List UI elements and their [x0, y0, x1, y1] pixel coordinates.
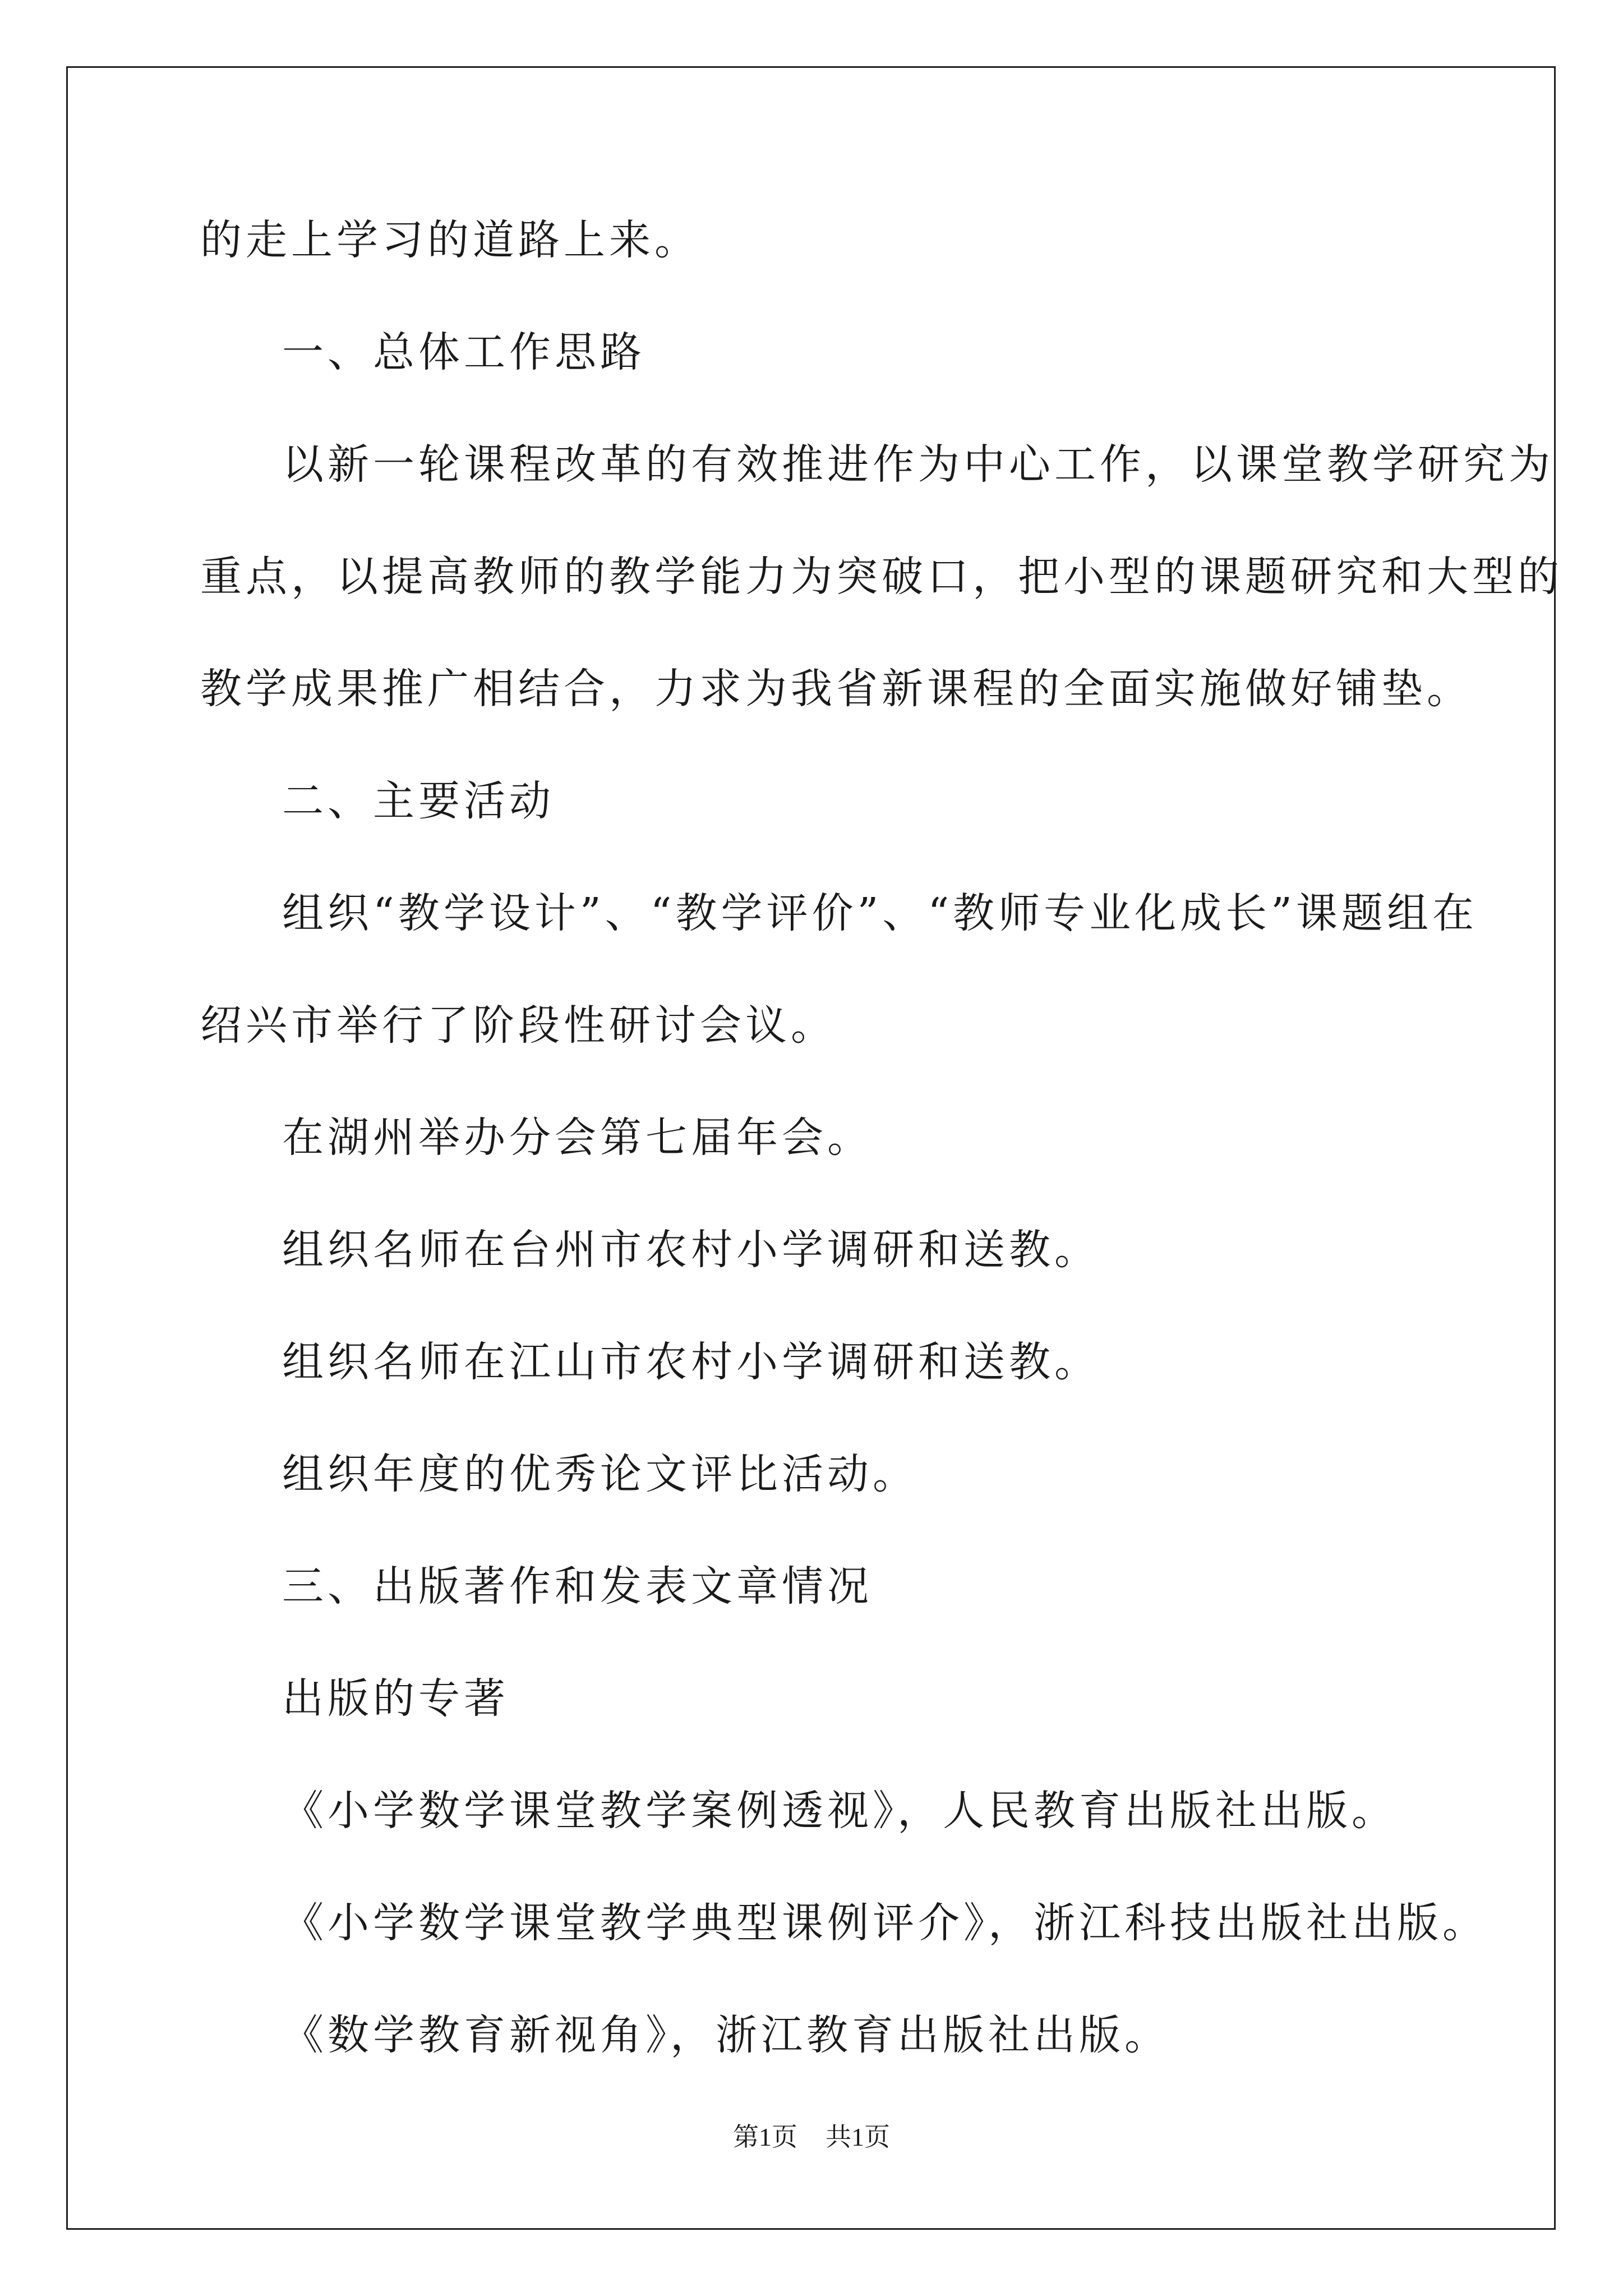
heading-publications: 三、出版著作和发表文章情况 [282, 1562, 873, 1611]
publication-item-1: 《小学数学课堂教学案例透视》，人民教育出版社出版。 [282, 1787, 1397, 1835]
text-line-10: 组织名师在台州市农村小学调研和送教。 [282, 1226, 1100, 1274]
text-line-5: 教学成果推广相结合，力求为我省新课程的全面实施做好铺垫。 [200, 665, 1472, 713]
publication-item-3: 《数学教育新视角》，浙江教育出版社出版。 [282, 2011, 1170, 2059]
text-line-12: 组织年度的优秀论文评比活动。 [282, 1450, 918, 1498]
text-line-4: 重点，以提高教师的教学能力为突破口，把小型的课题研究和大型的 [200, 553, 1563, 601]
publication-item-2: 《小学数学课堂教学典型课例评介》，浙江科技出版社出版。 [282, 1899, 1488, 1947]
heading-overall-approach: 一、总体工作思路 [282, 328, 645, 376]
text-line-3: 以新一轮课程改革的有效推进作为中心工作，以课堂教学研究为 [282, 440, 1554, 489]
page-footer [0, 2120, 1623, 2154]
heading-main-activities: 二、主要活动 [282, 777, 555, 825]
text-line-7: 组织“教学设计”、“教学评价”、“教师专业化成长”课题组在 [282, 889, 1478, 937]
text-line-9: 在湖州举办分会第七届年会。 [282, 1114, 873, 1162]
page-number-total: 共1页 [826, 2123, 890, 2151]
text-line-14: 出版的专著 [282, 1674, 509, 1723]
text-line-1: 的走上学习的道路上来。 [200, 216, 700, 264]
text-line-11: 组织名师在江山市农村小学调研和送教。 [282, 1338, 1100, 1386]
text-line-8: 绍兴市举行了阶段性研讨会议。 [200, 1001, 836, 1050]
page-number-current: 第1页 [733, 2123, 797, 2151]
